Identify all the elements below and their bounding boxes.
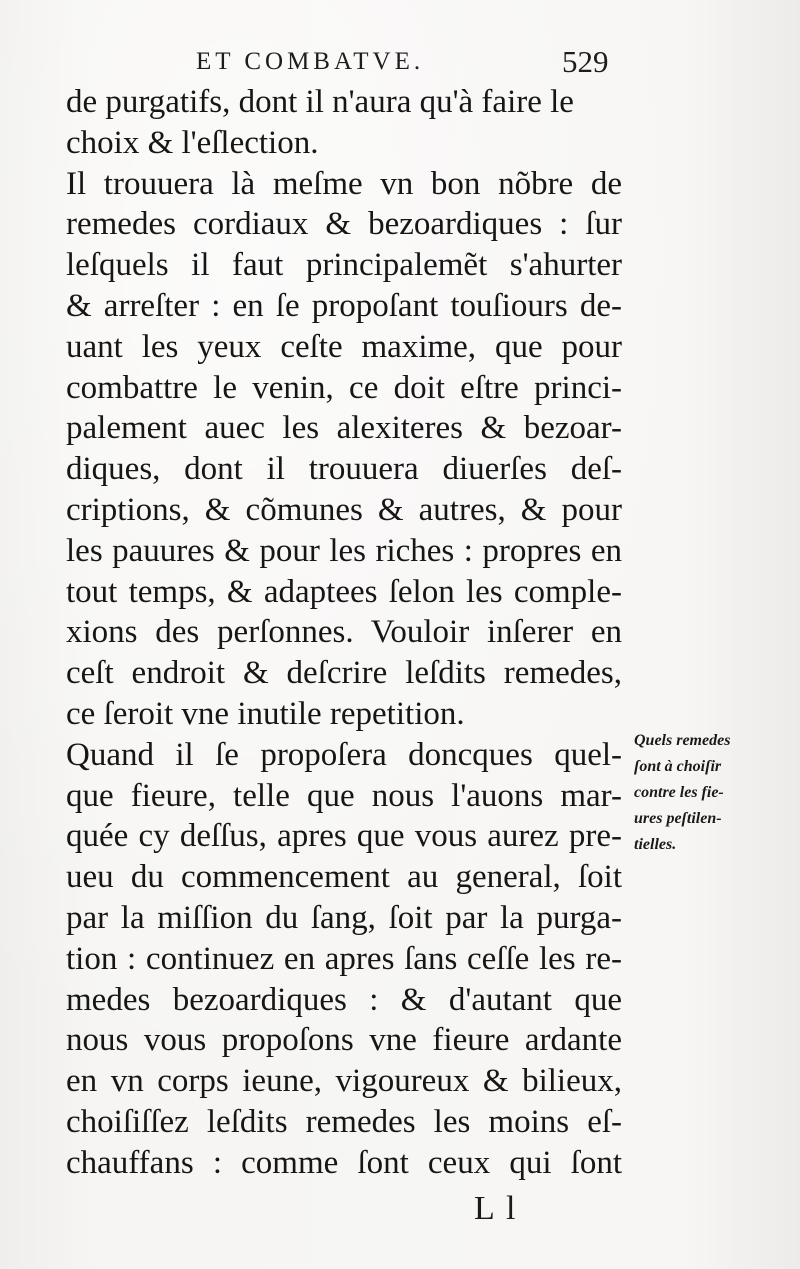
- text-line: ceſt endroit & deſcrire leſdits remedes,: [66, 655, 622, 692]
- text-line: combattre le venin, ce doit eſtre princi-: [66, 369, 622, 406]
- text-line: que fieure, telle que nous l'auons mar-: [66, 777, 622, 814]
- marginal-note-line: contre les fie-: [634, 784, 724, 801]
- marginal-note-line: Quels remedes: [634, 732, 731, 749]
- text-line: criptions, & cõmunes & autres, & pour: [66, 491, 622, 528]
- text-line: choiſiſſez leſdits remedes les moins eſ-: [66, 1103, 622, 1140]
- text-line: tout temps, & adaptees ſelon les comple-: [66, 573, 622, 610]
- text-line: par la miſſion du ſang, ſoit par la purga-: [66, 899, 622, 936]
- marginal-note-line: ſont à choiſir: [634, 758, 722, 775]
- marginal-note-line: ures peſtilen-: [634, 810, 722, 827]
- text-line: leſquels il faut principalemẽt s'ahurter: [66, 247, 622, 284]
- text-line: quée cy deſſus, apres que vous aurez pre-: [66, 818, 622, 855]
- text-line: palement auec les alexiteres & bezoar-: [66, 410, 622, 447]
- running-title: ET COMBATVE.: [196, 48, 425, 75]
- text-line: remedes cordiaux & bezoardiques : ſur: [66, 206, 622, 243]
- text-line: de purgatifs, dont il n'aura qu'à faire le: [66, 84, 574, 120]
- text-line: xions des perſonnes. Vouloir inſerer en: [66, 614, 622, 651]
- signature-mark: L l: [474, 1190, 518, 1227]
- text-line: diques, dont il trouuera diuerſes deſ-: [66, 451, 622, 488]
- text-line: les pauures & pour les riches : propres en: [66, 532, 622, 569]
- text-line: & arreſter : en ſe propoſant touſiours de-: [66, 287, 622, 324]
- text-line: medes bezoardiques : & d'autant que: [66, 981, 622, 1018]
- text-line: uant les yeux ceſte maxime, que pour: [66, 328, 622, 365]
- text-line: choix & l'eſlection.: [66, 124, 319, 161]
- marginal-note: [634, 728, 784, 858]
- text-line: chauffans : comme ſont ceux qui ſont: [66, 1144, 622, 1181]
- text-line: en vn corps ieune, vigoureux & bilieux,: [66, 1063, 622, 1100]
- text-line: Il trouuera là meſme vn bon nõbre de: [66, 165, 622, 202]
- text-line: Quand il ſe propoſera doncques quel-: [66, 736, 622, 773]
- marginal-note-line: tielles.: [634, 836, 677, 853]
- page-number: 529: [562, 44, 609, 79]
- body-text: [66, 82, 622, 1184]
- text-line: tion : continuez en apres ſans ceſſe les re-: [66, 940, 622, 977]
- text-line: ueu du commencement au general, ſoit: [66, 859, 622, 896]
- text-line: nous vous propoſons vne fieure ardante: [66, 1022, 622, 1059]
- text-line: ce ſeroit vne inutile repetition.: [66, 695, 465, 732]
